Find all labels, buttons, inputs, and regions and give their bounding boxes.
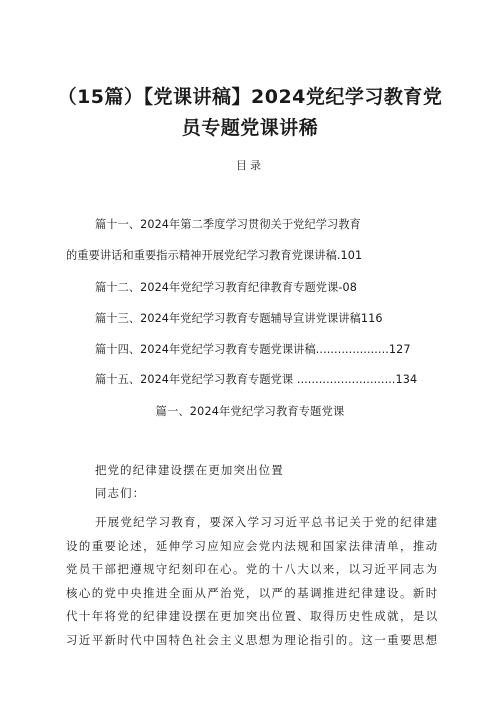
paragraph-line: 习近平新时代中国特色社会主义思想为理论指引的。这一重要思想 <box>66 632 438 647</box>
toc-heading: 目录 <box>236 159 264 172</box>
toc-entry[interactable]: 篇十一、2024年第二季度学习贯彻关于党纪学习教育 <box>95 218 361 231</box>
section-heading: 篇一、2024年党纪学习教育专题党课 <box>155 405 345 418</box>
paragraph-line: 核心的党中央推进全面从严治党，以严的基调推进纪律建设。新时 <box>66 585 438 600</box>
toc-entry[interactable]: 篇十二、2024年党纪学习教育纪律教育专题党课-08 <box>95 281 357 294</box>
body-paragraph <box>66 511 438 652</box>
document-title-line-2: 员专题党课讲稀 <box>181 117 319 139</box>
paragraph-line: 代十年将党的纪律建设摆在更加突出位置、取得历史性成就，是以 <box>66 609 438 623</box>
salutation: 同志们： <box>95 486 146 500</box>
paragraph-line: 开展党纪学习教育，要深入学习习近平总书记关于党的纪律建 <box>95 515 438 529</box>
toc-entry-continuation[interactable]: 的重要讲话和重要指示精神开展党纪学习教育党课讲稿.101 <box>66 249 363 262</box>
toc-entry[interactable]: 篇十四、2024年党纪学习教育专题党课讲稿....................127 <box>95 343 411 356</box>
paragraph-line: 设的重要论述，延伸学习应知应会党内法规和国家法律清单，推动 <box>66 538 438 553</box>
speech-title: 把党的纪律建设摆在更加突出位置 <box>95 463 284 477</box>
paragraph-line: 党员干部把遵规守纪刻印在心。党的十八大以来，以习近平同志为 <box>66 562 438 576</box>
document-title-line-1: （15篇）【党课讲稿】2024党纪学习教育党 <box>57 86 443 108</box>
toc-entry[interactable]: 篇十三、2024年党纪学习教育专题辅导宣讲党课讲稿116 <box>95 312 383 325</box>
toc-entry[interactable]: 篇十五、2024年党纪学习教育专题党课 ...........................134 <box>95 373 418 386</box>
